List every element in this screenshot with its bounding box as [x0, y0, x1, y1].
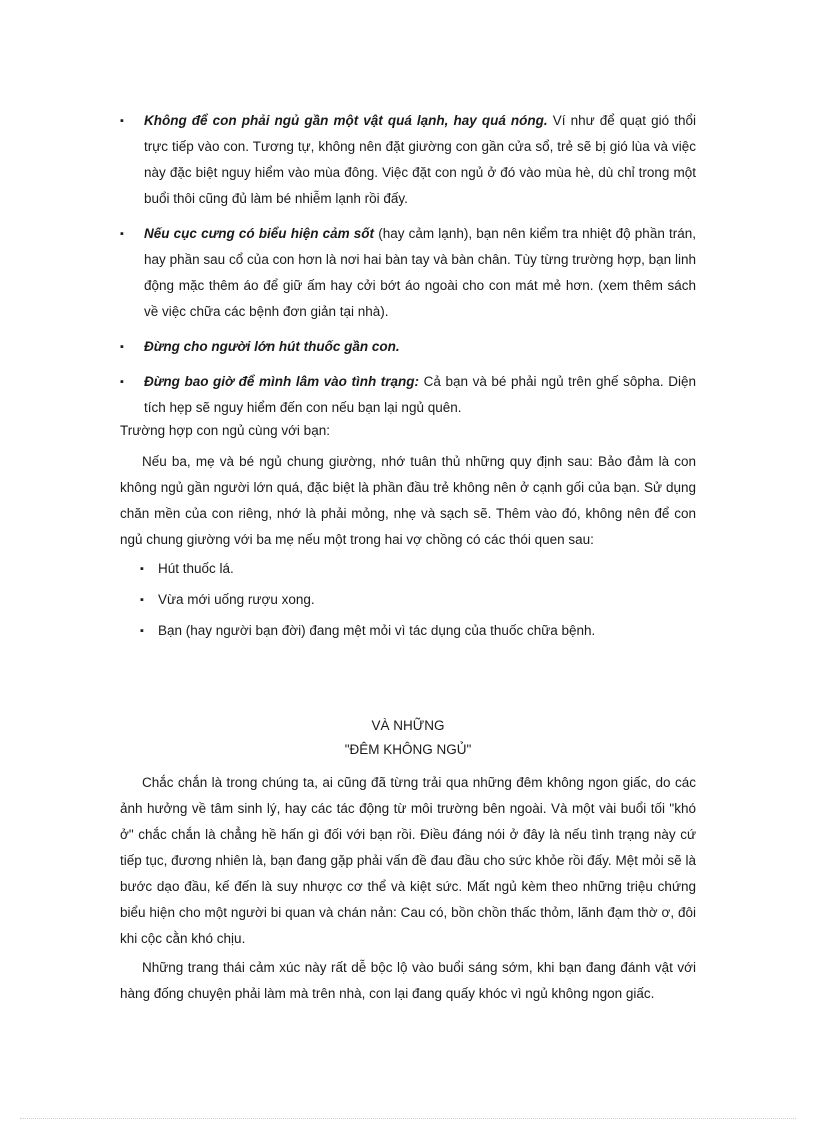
habit-item: ▪ Vừa mới uống rượu xong.	[140, 587, 680, 613]
section-intro: Trường hợp con ngủ cùng với bạn:	[120, 423, 330, 438]
section-heading-line2: "ĐÊM KHÔNG NGỦ"	[344, 742, 472, 757]
habit-item: ▪ Bạn (hay người bạn đời) đang mệt mỏi vì tác dụng của thuốc chữa bệnh.	[140, 618, 680, 644]
bullet-text: Ví như để quạt gió thổi trực tiếp vào con. Tương tự, không nên đặt giường con gần cửa sổ, trẻ sẽ bị gió lùa và việc này đặc biệt nguy hiểm vào mùa đông. Việc đặt con ngủ ở đó vào mùa hè, dù chỉ trong một buổi thôi cũng đủ làm bé nhiễm lạnh rồi đấy.	[144, 113, 696, 206]
body-paragraph-2: Những trang thái cảm xúc này rất dễ bộc lộ vào buổi sáng sớm, khi bạn đang đánh vật với hàng đống chuyện phải làm mà trên nhà, con lại đang quấy khóc vì ngủ không ngon giấc.	[120, 960, 696, 1001]
habit-item: ▪ Hút thuốc lá.	[140, 556, 680, 582]
bullet-bold-lead: Đừng bao giờ để mình lâm vào tình trạng:	[144, 374, 420, 389]
tips-bullet-list	[120, 108, 696, 430]
bullet-item	[120, 108, 696, 212]
bullet-bold-lead: Đừng cho người lớn hút thuốc gần con.	[144, 339, 400, 354]
section-heading-line1: VÀ NHỮNG	[371, 718, 445, 733]
bullet-bold-lead: Nếu cục cưng có biểu hiện cảm sốt	[144, 226, 375, 241]
body-paragraph-1: Chắc chắn là trong chúng ta, ai cũng đã từng trải qua những đêm không ngon giấc, do các ảnh hưởng về tâm sinh lý, hay các tác động từ môi trường bên ngoài. Và một vài buổi tối "khó ở" chắc chắn là chẳng hề hấn gì đối với bạn rồi. Điều đáng nói ở đây là nếu tình trạng này cứ tiếp tục, đương nhiên là, bạn đang gặp phải vấn đề đau đầu cho sức khỏe rồi đấy. Mệt mỏi sẽ là bước dạo đầu, kế đến là suy nhược cơ thể và kiệt sức. Mất ngủ kèm theo những triệu chứng biểu hiện cho một người bi quan và chán nản: Cau có, bồn chồn thấc thỏm, lãnh đạm thờ ơ, đôi khi cộc cằn khó chịu.	[120, 775, 696, 946]
page-bottom-rule	[20, 1118, 796, 1119]
bullet-item	[120, 221, 696, 325]
bullet-item	[120, 369, 696, 421]
section-paragraph: Nếu ba, mẹ và bé ngủ chung giường, nhớ tuân thủ những quy định sau: Bảo đảm là con không ngủ gần người lớn quá, đặc biệt là phần đầu trẻ không nên ở cạnh gối của bạn. Sử dụng chăn mền của con riêng, nhớ là phải mỏng, nhẹ và sạch sẽ. Thêm vào đó, không nên để con ngủ chung giường với ba mẹ nếu một trong hai vợ chồng có các thói quen sau:	[120, 454, 696, 547]
bullet-item	[120, 334, 696, 360]
bullet-text: (hay cảm lạnh), bạn nên kiểm tra nhiệt độ phần trán, hay phần sau cổ của con hơn là nơi hai bàn tay và bàn chân. Tùy từng trường hợp, bạn linh động mặc thêm áo để giữ ấm hay cởi bớt áo ngoài cho con mát mẻ hơn. (xem thêm sách về việc chữa các bệnh đơn giản tại nhà).	[144, 226, 697, 319]
bullet-bold-lead: Không để con phải ngủ gần một vật quá lạnh, hay quá nóng.	[144, 113, 548, 128]
habits-list	[140, 556, 680, 649]
bullet-text: Cả bạn và bé phải ngủ trên ghế sôpha. Diện tích hẹp sẽ nguy hiểm đến con nếu bạn lại ngủ quên.	[144, 374, 696, 415]
